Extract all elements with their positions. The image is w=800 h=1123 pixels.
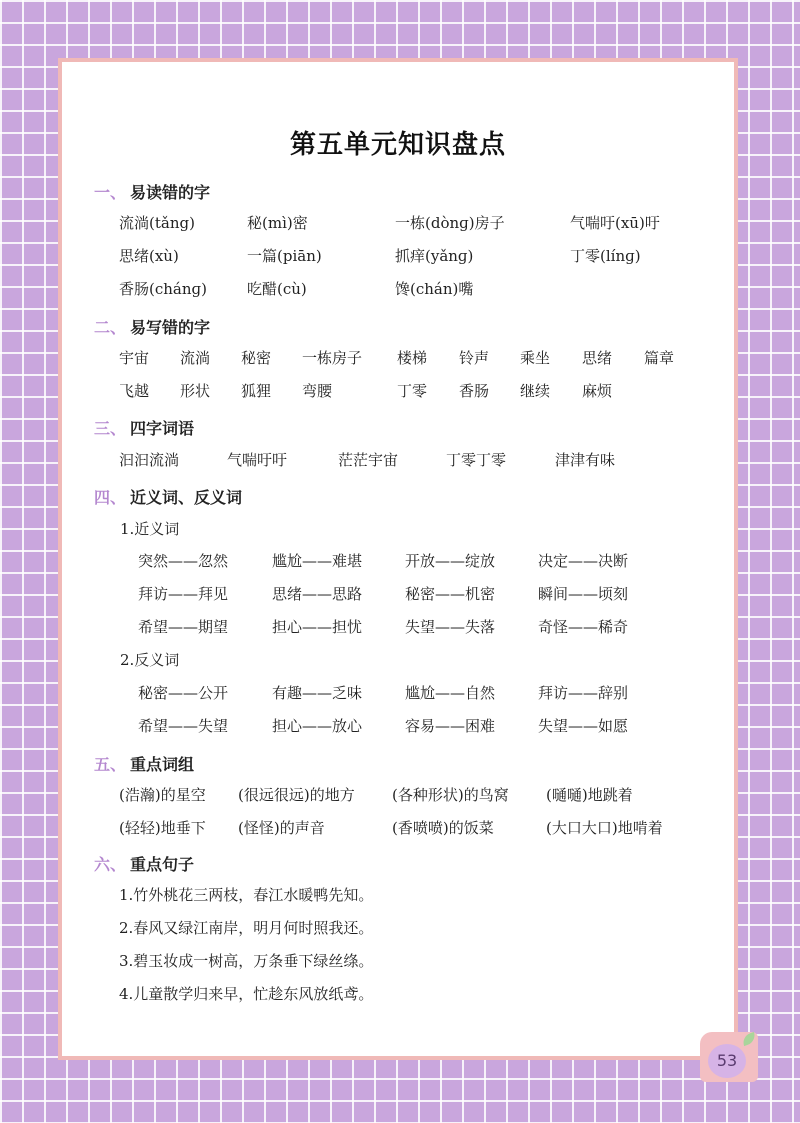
synonym-pair: 尴尬——难堪 bbox=[272, 552, 363, 570]
antonym-row-1 bbox=[62, 681, 742, 705]
s2-word: 秘密 bbox=[241, 349, 272, 367]
s2-row-1 bbox=[62, 346, 742, 370]
s1-word: 馋(chán)嘴 bbox=[395, 280, 474, 298]
section-6-heading bbox=[94, 852, 194, 874]
s2-word: 丁零 bbox=[397, 382, 428, 400]
synonym-pair: 奇怪——稀奇 bbox=[538, 618, 629, 636]
s1-row-2 bbox=[62, 244, 742, 268]
antonym-pair: 秘密——公开 bbox=[138, 684, 229, 702]
synonym-pair: 失望——失落 bbox=[405, 618, 496, 636]
section-1-number: 一、 bbox=[94, 182, 127, 202]
section-2-title: 易写错的字 bbox=[130, 317, 211, 337]
s3-idiom: 丁零丁零 bbox=[446, 451, 507, 469]
s2-word: 楼梯 bbox=[397, 349, 428, 367]
s2-word: 宇宙 bbox=[119, 349, 150, 367]
s1-word: 香肠(chánɡ) bbox=[119, 280, 207, 298]
s2-word: 乘坐 bbox=[520, 349, 551, 367]
antonym-pair: 希望——失望 bbox=[138, 717, 229, 735]
synonym-pair: 突然——忽然 bbox=[138, 552, 229, 570]
s2-word: 形状 bbox=[180, 382, 211, 400]
s5-phrase: (香喷喷)的饭菜 bbox=[392, 819, 494, 837]
section-3-title: 四字词语 bbox=[130, 418, 195, 438]
s5-phrase: (大口大口)地啃着 bbox=[546, 819, 663, 837]
s1-word: 一栋(dònɡ)房子 bbox=[395, 214, 505, 232]
synonym-pair: 秘密——机密 bbox=[405, 585, 496, 603]
antonym-pair: 有趣——乏味 bbox=[272, 684, 363, 702]
antonym-pair: 容易——困难 bbox=[405, 717, 496, 735]
s1-word: 丁零(línɡ) bbox=[570, 247, 641, 265]
s2-word: 弯腰 bbox=[302, 382, 333, 400]
sentence-row-3 bbox=[62, 949, 742, 973]
s2-word: 麻烦 bbox=[582, 382, 613, 400]
antonym-pair: 拜访——辞别 bbox=[538, 684, 629, 702]
s1-word: 思绪(xù) bbox=[119, 247, 179, 265]
s2-word: 飞越 bbox=[119, 382, 150, 400]
section-5-number: 五、 bbox=[94, 754, 127, 774]
s1-word: 吃醋(cù) bbox=[247, 280, 307, 298]
section-3-heading bbox=[94, 416, 194, 438]
section-4-title: 近义词、反义词 bbox=[130, 487, 243, 507]
antonym-pair: 尴尬——自然 bbox=[405, 684, 496, 702]
s5-row-1 bbox=[62, 783, 742, 807]
sentence-row-2 bbox=[62, 916, 742, 940]
s3-idiom: 汩汩流淌 bbox=[119, 451, 180, 469]
section-4-number: 四、 bbox=[94, 487, 127, 507]
s5-phrase: (怪怪)的声音 bbox=[238, 819, 325, 837]
s1-word: 秘(mì)密 bbox=[247, 214, 308, 232]
synonym-pair: 决定——决断 bbox=[538, 552, 629, 570]
s1-word: 气喘吁(xū)吁 bbox=[570, 214, 660, 232]
synonym-pair: 瞬间——顷刻 bbox=[538, 585, 629, 603]
s2-word: 香肠 bbox=[459, 382, 490, 400]
section-6-number: 六、 bbox=[94, 854, 127, 874]
s1-row-1 bbox=[62, 211, 742, 235]
s5-phrase: (嗵嗵)地跳着 bbox=[546, 786, 633, 804]
antonym-pair: 失望——如愿 bbox=[538, 717, 629, 735]
s1-word: 一篇(piān) bbox=[247, 247, 322, 265]
synonyms-subheading: 1.近义词 bbox=[120, 520, 180, 538]
s2-word: 一栋房子 bbox=[302, 349, 363, 367]
s5-phrase: (很远很远)的地方 bbox=[238, 786, 355, 804]
section-2-heading bbox=[94, 315, 210, 337]
poem-sentence: 1.竹外桃花三两枝，春江水暖鸭先知。 bbox=[119, 886, 374, 904]
s3-idiom: 茫茫宇宙 bbox=[338, 451, 399, 469]
section-3-number: 三、 bbox=[94, 418, 127, 438]
s5-row-2 bbox=[62, 816, 742, 840]
page-number: 53 bbox=[708, 1044, 746, 1078]
s2-word: 铃声 bbox=[459, 349, 490, 367]
s5-phrase: (各种形状)的鸟窝 bbox=[392, 786, 509, 804]
antonyms-subheading: 2.反义词 bbox=[120, 651, 180, 669]
poem-sentence: 3.碧玉妆成一树高，万条垂下绿丝绦。 bbox=[119, 952, 374, 970]
s2-word: 篇章 bbox=[644, 349, 675, 367]
antonym-pair: 担心——放心 bbox=[272, 717, 363, 735]
synonym-row-3 bbox=[62, 615, 742, 639]
section-6-title: 重点句子 bbox=[130, 854, 195, 874]
antonym-row-2 bbox=[62, 714, 742, 738]
worksheet-page bbox=[58, 58, 738, 1060]
sentence-row-4 bbox=[62, 982, 742, 1006]
section-1-title: 易读错的字 bbox=[130, 182, 211, 202]
section-1-heading bbox=[94, 180, 210, 202]
synonym-row-1 bbox=[62, 549, 742, 573]
s3-idiom: 津津有味 bbox=[555, 451, 616, 469]
synonym-pair: 开放——绽放 bbox=[405, 552, 496, 570]
s1-word: 抓痒(yǎnɡ) bbox=[395, 247, 474, 265]
page-title: 第五单元知识盘点 bbox=[289, 130, 506, 160]
poem-sentence: 4.儿童散学归来早，忙趁东风放纸鸢。 bbox=[119, 985, 374, 1003]
s1-row-3 bbox=[62, 277, 742, 301]
section-5-heading bbox=[94, 752, 194, 774]
section-4-heading bbox=[94, 485, 242, 507]
section-2-number: 二、 bbox=[94, 317, 127, 337]
poem-sentence: 2.春风又绿江南岸，明月何时照我还。 bbox=[119, 919, 374, 937]
section-5-title: 重点词组 bbox=[130, 754, 195, 774]
sentence-row-1 bbox=[62, 883, 742, 907]
s2-word: 流淌 bbox=[180, 349, 211, 367]
synonym-pair: 拜访——拜见 bbox=[138, 585, 229, 603]
s3-row-1 bbox=[62, 448, 742, 472]
s5-phrase: (浩瀚)的星空 bbox=[119, 786, 206, 804]
s1-word: 流淌(tǎng) bbox=[119, 214, 195, 232]
s2-row-2 bbox=[62, 379, 742, 403]
synonym-pair: 希望——期望 bbox=[138, 618, 229, 636]
s5-phrase: (轻轻)地垂下 bbox=[119, 819, 206, 837]
s2-word: 继续 bbox=[520, 382, 551, 400]
s3-idiom: 气喘吁吁 bbox=[227, 451, 288, 469]
synonym-pair: 思绪——思路 bbox=[272, 585, 363, 603]
synonym-row-2 bbox=[62, 582, 742, 606]
synonym-pair: 担心——担忧 bbox=[272, 618, 363, 636]
s2-word: 狐狸 bbox=[241, 382, 272, 400]
s2-word: 思绪 bbox=[582, 349, 613, 367]
